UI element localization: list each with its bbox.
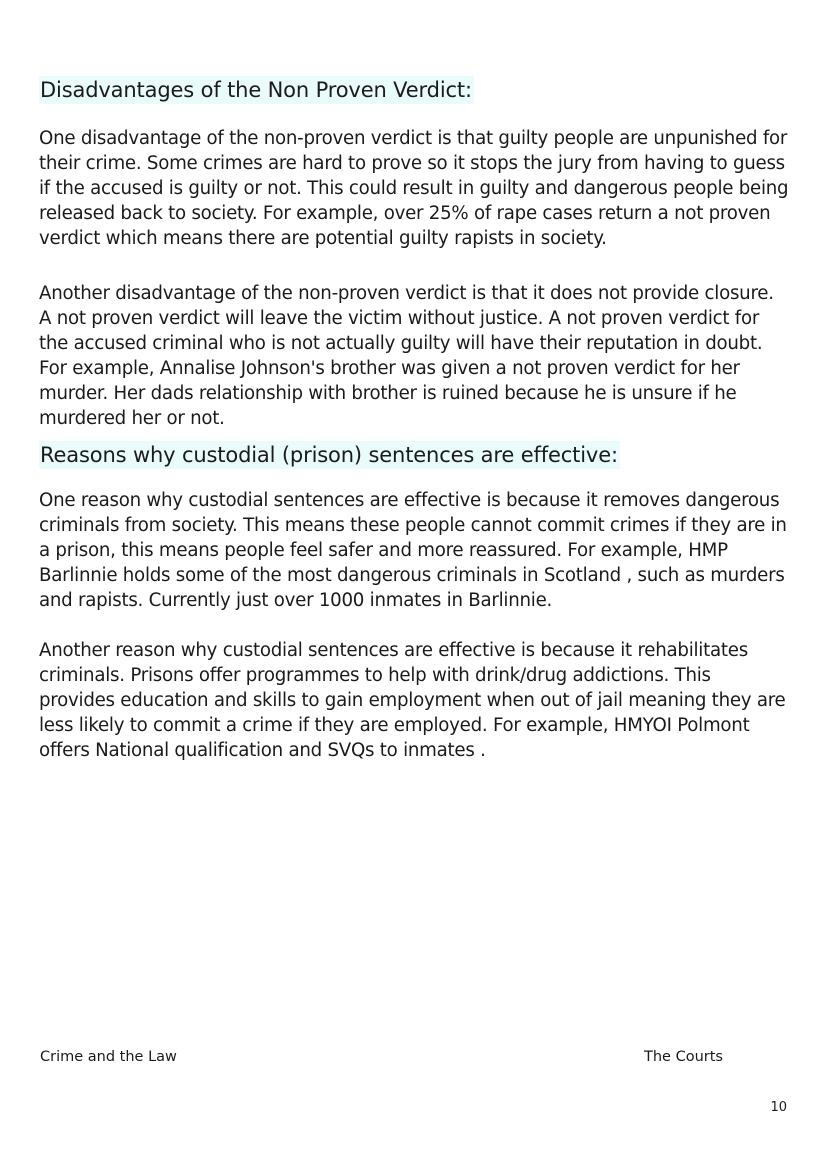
page-number: 10: [770, 1100, 787, 1115]
section-heading-wrapper: [39, 441, 789, 469]
footer-right-text: The Courts: [644, 1049, 723, 1065]
section-heading-wrapper: [39, 76, 789, 104]
paragraph-non-proven-2: Another disadvantage of the non-proven verdict is that it does not provide closure. A not proven verdict will leave the victim without justice. A not proven verdict for the accused criminal who is not actually guilty will have their reputation in doubt. For example, Annalise Johnson's brother was given a not proven verdict for her murder. Her dads relationship with brother is ruined because he is unsure if he murdered her or not.: [39, 283, 774, 429]
paragraph-non-proven-1: One disadvantage of the non-proven verdict is that guilty people are unpunished for their crime. Some crimes are hard to prove so it stops the jury from having to guess if the accused is guilty or not. This could result in guilty and dangerous people being released back to society. For example, over 25% of rape cases return a not proven verdict which means there are potential guilty rapists in society.: [39, 128, 789, 249]
section-heading-custodial: Reasons why custodial (prison) sentences are effective:: [40, 443, 618, 467]
section-heading-non-proven: Disadvantages of the Non Proven Verdict:: [40, 78, 472, 102]
paragraph-custodial-2: Another reason why custodial sentences are effective is because it rehabilitates criminals. Prisons offer programmes to help with drink/drug addictions. This provides education and skills to gain employment when out of jail meaning they are less likely to commit a crime if they are employed. For example, HMYOI Polmont offers National qualification and SVQs to inmates .: [39, 640, 786, 761]
paragraph-custodial-1: One reason why custodial sentences are effective is because it removes dangerous criminals from society. This means these people cannot commit crimes if they are in a prison, this means people feel safer and more reassured. For example, HMP Barlinnie holds some of the most dangerous criminals in Scotland , such as murders and rapists. Currently just over 1000 inmates in Barlinnie.: [39, 490, 787, 611]
footer-left-text: Crime and the Law: [40, 1049, 177, 1065]
page-content: [39, 76, 789, 763]
